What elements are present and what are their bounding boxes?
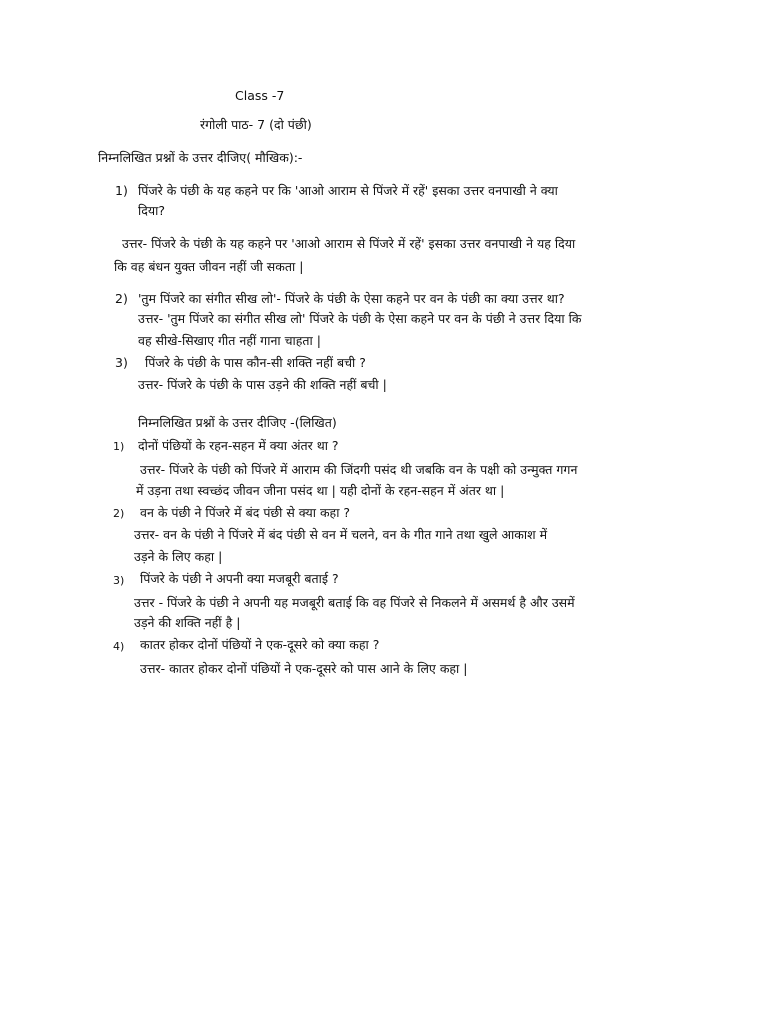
class-label: Class -7 [235,88,285,103]
written-q1-answer-line1: उत्तर- पिंजरे के पंछी को पिंजरे में आराम की जिंदगी पसंद थी जबकि वन के पक्षी को उन्मुक्त गगन [140,462,578,477]
oral-q1-answer-line2: कि वह बंधन युक्त जीवन नहीं जी सकता | [114,259,304,274]
oral-q2-answer-line1: उत्तर- 'तुम पिंजरे का संगीत सीख लो' पिंजरे के पंछी के ऐसा कहने पर वन के पंछी ने उत्तर दिया कि [138,311,582,326]
written-q3-number: 3) [113,574,125,587]
oral-q2-answer-line2: वह सीखे-सिखाए गीत नहीं गाना चाहता | [138,333,321,348]
lesson-title: रंगोली पाठ- 7 (दो पंछी) [200,117,312,132]
written-q2-answer-line2: उड़ने के लिए कहा | [134,549,223,564]
oral-q1-text-line1: पिंजरे के पंछी के यह कहने पर कि 'आओ आराम से पिंजरे में रहें' इसका उत्तर वनपाखी ने क्या [138,183,558,198]
oral-q3-text-line1: पिंजरे के पंछी के पास कौन-सी शक्ति नहीं बची ? [145,355,366,370]
written-q4-text-line1: कातर होकर दोनों पंछियों ने एक-दूसरे को क्या कहा ? [140,637,380,652]
oral-q1-text-line2: दिया? [138,203,165,218]
written-q2-text-line1: वन के पंछी ने पिंजरे में बंद पंछी से क्या कहा ? [140,505,351,520]
written-q2-answer-line1: उत्तर- वन के पंछी ने पिंजरे में बंद पंछी से वन में चलने, वन के गीत गाने तथा खुले आकाश में [134,527,548,542]
written-q2-number: 2) [113,507,125,520]
written-q4-number: 4) [113,640,125,653]
written-q1-number: 1) [113,440,125,453]
written-q1-text-line1: दोनों पंछियों के रहन-सहन में क्या अंतर था ? [138,438,339,453]
written-q4-answer-line1: उत्तर- कातर होकर दोनों पंछियों ने एक-दूसरे को पास आने के लिए कहा | [140,661,468,676]
oral-q2-number: 2) [115,291,128,306]
oral-section-heading: निम्नलिखित प्रश्नों के उत्तर दीजिए( मौखिक):- [98,150,303,165]
oral-q3-answer-line1: उत्तर- पिंजरे के पंछी के पास उड़ने की शक्ति नहीं बची | [138,377,387,392]
oral-q1-answer-line1: उत्तर- पिंजरे के पंछी के यह कहने पर 'आओ आराम से पिंजरे में रहें' इसका उत्तर वनपाखी ने यह दिया [122,236,576,251]
oral-q2-text-line1: 'तुम पिंजरे का संगीत सीख लो'- पिंजरे के पंछी के ऐसा कहने पर वन के पंछी का क्या उत्तर था? [138,291,565,306]
oral-q3-number: 3) [115,355,128,370]
oral-q1-number: 1) [115,183,128,198]
written-q3-answer-line2: उड़ने की शक्ति नहीं है | [134,615,241,630]
written-q1-answer-line2: में उड़ना तथा स्वच्छंद जीवन जीना पसंद था | यही दोनों के रहन-सहन में अंतर था | [136,483,505,498]
written-q3-answer-line1: उत्तर - पिंजरे के पंछी ने अपनी यह मजबूरी बताई कि वह पिंजरे से निकलने में असमर्थ है और उसमें [134,595,575,610]
written-section-heading: निम्नलिखित प्रश्नों के उत्तर दीजिए -(लिखित) [138,415,337,430]
written-q3-text-line1: पिंजरे के पंछी ने अपनी क्या मजबूरी बताई ? [140,571,339,586]
